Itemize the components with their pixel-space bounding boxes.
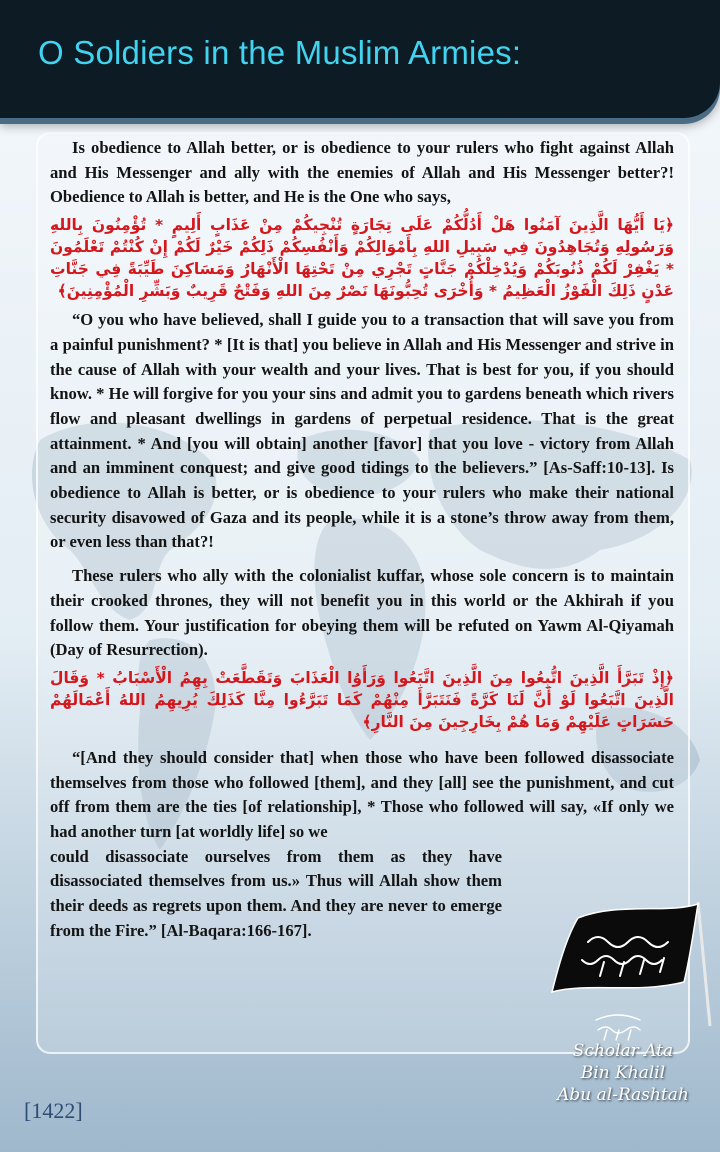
author-signature bbox=[548, 1040, 698, 1106]
quran-verse-1: ﴿يَا أَيُّهَا الَّذِينَ آمَنُوا هَلْ أَدُلُّكُمْ عَلَى تِجَارَةٍ تُنْجِيكُمْ مِنْ عَذَابٍ أَلِيمٍ * تُؤْمِنُونَ بِاللهِ وَرَسُولِهِ وَتُجَاهِدُونَ فِي سَبِيلِ اللهِ بِأَمْوَالِكُمْ وَأَنْفُسِكُمْ ذَلِكُمْ خَيْرٌ لَكُمْ إِنْ كُنْتُمْ تَعْلَمُونَ * يَغْفِرْ لَكُمْ ذُنُوبَكُمْ وَيُدْخِلْكُمْ جَنَّاتٍ تَجْرِي مِنْ تَحْتِهَا الْأَنْهَارُ وَمَسَاكِنَ طَيِّبَةً فِي جَنَّاتِ عَدْنٍ ذَلِكَ الْفَوْزُ الْعَظِيمُ * وَأُخْرَى تُحِبُّونَهَا نَصْرٌ مِنَ اللهِ وَفَتْحٌ قَرِيبٌ وَبَشِّرِ الْمُؤْمِنِينَ﴾ bbox=[50, 216, 674, 301]
paragraph-1: Is obedience to Allah better, or is obedience to your rulers who fight against Allah and His Messenger and ally with the enemies of Allah and His Messenger better?! Obedience to Allah is better, and He is the One who says, bbox=[50, 138, 674, 207]
quran-verse-2: ﴿إِذْ تَبَرَّأَ الَّذِينَ اتُّبِعُوا مِنَ الَّذِينَ اتَّبَعُوا وَرَأَوُا الْعَذَابَ وَتَقَطَّعَتْ بِهِمُ الْأَسْبَابُ * وَقَالَ الَّذِينَ اتَّبَعُوا لَوْ أَنَّ لَنَا كَرَّةً فَنَتَبَرَّأَ مِنْهُمْ كَمَا تَبَرَّءُوا مِنَّا كَذَلِكَ يُرِيهِمُ اللهُ أَعْمَالَهُمْ حَسَرَاتٍ عَلَيْهِمْ وَمَا هُمْ بِخَارِجِينَ مِنَ النَّارِ﴾ bbox=[50, 668, 674, 731]
paragraph-2: “O you who have believed, shall I guide you to a transaction that will save you from a painful punishment? * [It is that] you believe in Allah and His Messenger and strive in the cause of Allah with your wealth and your lives. That is best for you, if you should know. * He will forgive for you your sins and admit you to gardens beneath which rivers flow and pleasant dwellings in gardens of perpetual residence. That is the great attainment. * And [you will obtain] another [favor] that you love - victory from Allah and an imminent conquest; and give good tidings to the believers.” [As-Saff:10-13]. Is obedience to Allah is better, or is obedience to your rulers who make their national security disavowed of Gaza and its people, while it is a stone’s throw away from them, or even less than that?! bbox=[50, 310, 674, 552]
author-line-3: Abu al-Rashtah bbox=[557, 1085, 689, 1105]
paragraph-3: These rulers who ally with the colonialist kuffar, whose sole concern is to maintain their crooked thrones, they will not benefit you in this world or the Akhirah if you follow them. Your justification for obeying them will be refuted on Yawm Al-Qiyamah (Day of Resurrection). bbox=[50, 566, 674, 660]
paragraph-4-continued: could disassociate ourselves from them as they have disassociated themselves from us.» Thus will Allah show them their deeds as regrets upon them. And they are never to emerge from the Fire.” [Al-Baqara:166-167]. bbox=[50, 846, 502, 940]
paragraph-4: “[And they should consider that] when those who have been followed disassociate themselves from those who followed [them], and they [all] see the punishment, and cut off from them are the ties [of relationship], * Those who followed will say, «If only we had another turn [at worldly life] so we bbox=[50, 747, 674, 842]
page-number: [1422] bbox=[24, 1098, 83, 1123]
page-title: O Soldiers in the Muslim Armies: bbox=[38, 34, 522, 71]
flag-icon bbox=[548, 898, 716, 1028]
author-line-1: Scholar Ata bbox=[572, 1041, 674, 1061]
header-bar bbox=[0, 0, 720, 118]
article-body bbox=[50, 136, 674, 944]
author-line-2: Bin Khalil bbox=[580, 1063, 666, 1083]
